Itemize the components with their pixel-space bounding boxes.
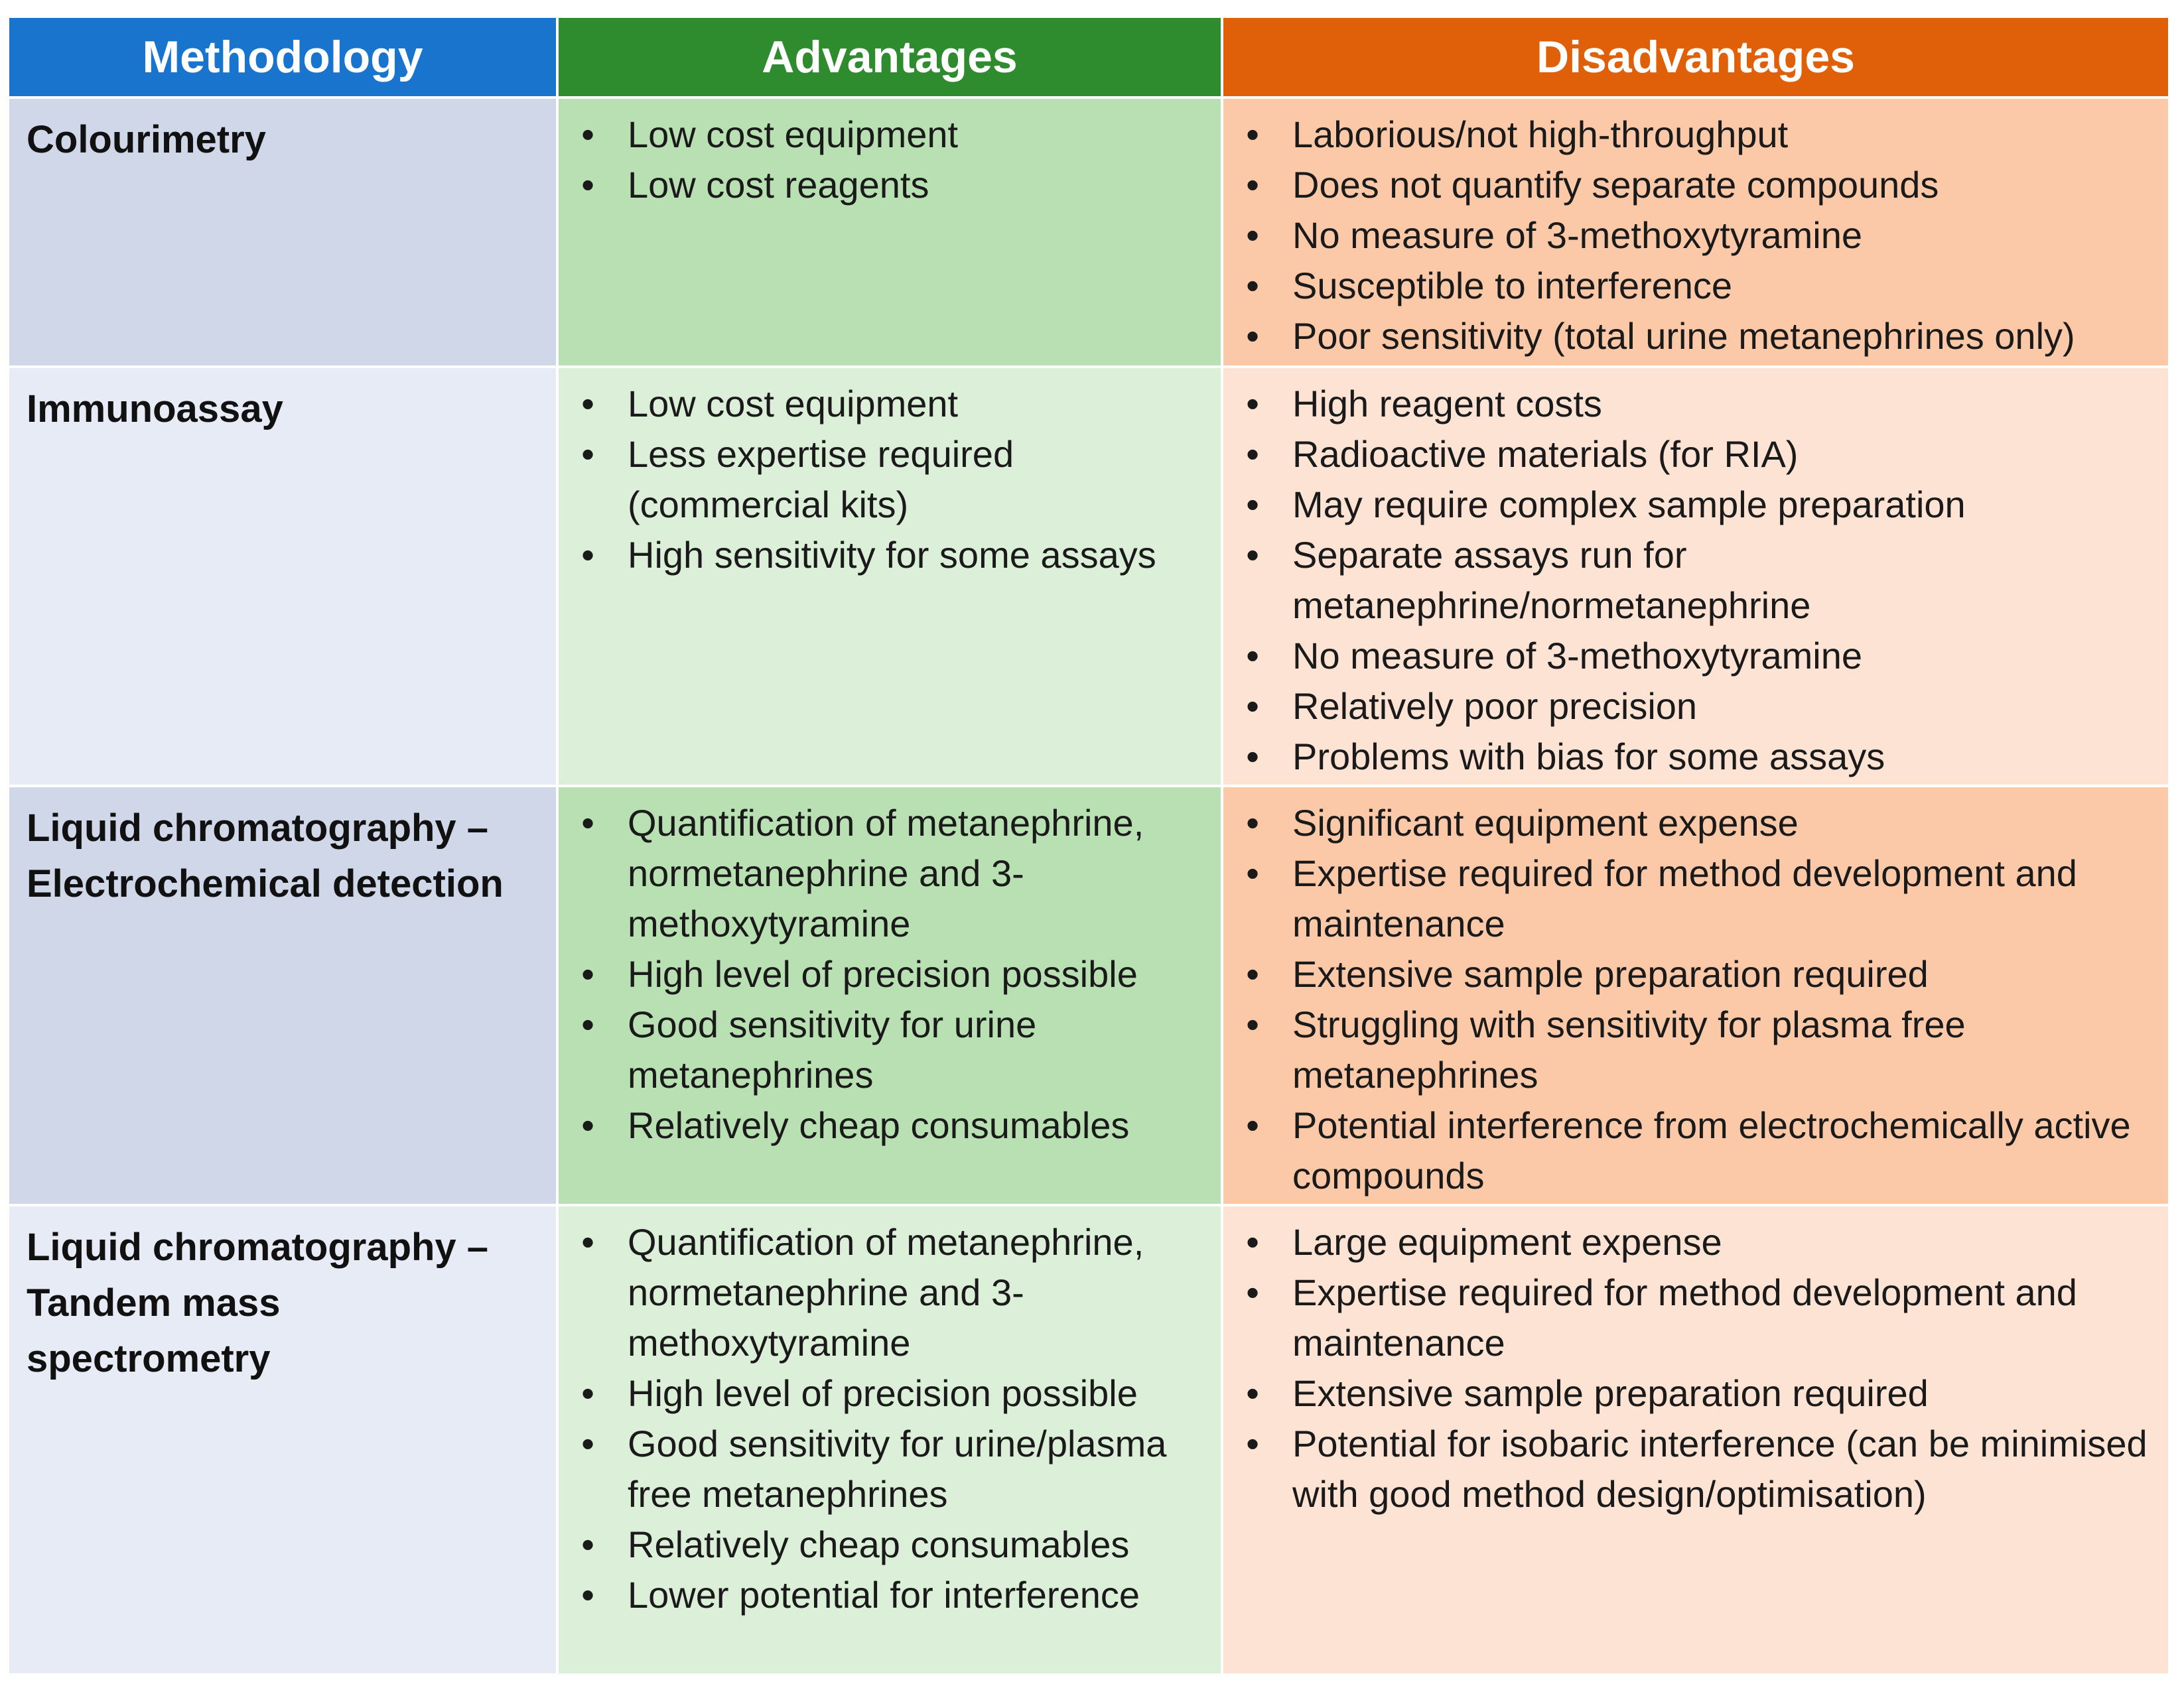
advantage-item (559, 1000, 1221, 1100)
advantage-item (559, 160, 1221, 210)
disadvantages-cell (1223, 368, 2171, 787)
item-text: High reagent costs (1292, 383, 1602, 424)
bullet-icon: • (581, 113, 594, 155)
bullet-icon: • (1246, 383, 1259, 424)
item-text: Quantification of metanephrine, normetanephrine and 3-methoxytyramine (628, 1221, 1144, 1364)
disadvantage-item (1223, 1419, 2168, 1520)
bullet-icon: • (1246, 433, 1259, 475)
disadvantage-item (1223, 1217, 2168, 1267)
item-text: Relatively cheap consumables (628, 1104, 1130, 1146)
method-name-line: Liquid chromatography – (27, 807, 489, 850)
item-text: No measure of 3-methoxytyramine (1292, 635, 1863, 677)
item-text: Problems with bias for some assays (1292, 736, 1885, 777)
item-text: Potential interference from electrochemically active compounds (1292, 1104, 2131, 1197)
item-text: Large equipment expense (1292, 1221, 1722, 1263)
advantage-item (559, 949, 1221, 1000)
bullet-icon: • (1246, 852, 1259, 894)
bullet-icon: • (1246, 534, 1259, 576)
bullet-icon: • (1246, 164, 1259, 206)
bullet-icon: • (1246, 1104, 1259, 1146)
disadvantage-item (1223, 480, 2168, 530)
advantage-item (559, 429, 1221, 530)
bullet-icon: • (1246, 265, 1259, 306)
advantage-item (559, 798, 1221, 949)
disadvantages-list (1223, 99, 2168, 361)
item-text: Extensive sample preparation required (1292, 1372, 1929, 1414)
disadvantage-item (1223, 379, 2168, 429)
disadvantage-item (1223, 109, 2168, 160)
advantage-item (559, 1570, 1221, 1620)
item-text: Less expertise required (commercial kits) (628, 433, 1014, 525)
bullet-icon: • (581, 1524, 594, 1565)
bullet-icon: • (1246, 484, 1259, 525)
item-text: Relatively cheap consumables (628, 1524, 1130, 1565)
item-text: Laborious/not high-throughput (1292, 113, 1789, 155)
disadvantage-item (1223, 1100, 2168, 1201)
bullet-icon: • (1246, 1004, 1259, 1045)
method-cell (9, 787, 559, 1206)
method-name-line: Liquid chromatography – (27, 1226, 489, 1269)
bullet-icon: • (581, 953, 594, 995)
bullet-icon: • (581, 1423, 594, 1464)
disadvantage-item (1223, 210, 2168, 261)
advantages-list (559, 1206, 1221, 1620)
advantage-item (559, 1100, 1221, 1151)
item-text: Radioactive materials (for RIA) (1292, 433, 1799, 475)
advantage-item (559, 530, 1221, 580)
disadvantage-item (1223, 311, 2168, 361)
disadvantages-list (1223, 1206, 2168, 1520)
method-cell (9, 1206, 559, 1676)
bullet-icon: • (581, 1372, 594, 1414)
item-text: Lower potential for interference (628, 1574, 1140, 1616)
item-text: High level of precision possible (628, 1372, 1138, 1414)
bullet-icon: • (581, 1221, 594, 1263)
header-advantages: Advantages (559, 18, 1223, 99)
bullet-icon: • (581, 383, 594, 424)
bullet-icon: • (1246, 685, 1259, 727)
advantage-item (559, 379, 1221, 429)
method-name-line: Immunoassay (27, 387, 283, 430)
bullet-icon: • (581, 802, 594, 844)
item-text: Quantification of metanephrine, normetanephrine and 3-methoxytyramine (628, 802, 1144, 944)
disadvantage-item (1223, 1368, 2168, 1419)
item-text: Potential for isobaric interference (can be minimised with good method design/optimisation) (1292, 1423, 2148, 1515)
bullet-icon: • (1246, 635, 1259, 677)
bullet-icon: • (581, 1104, 594, 1146)
item-text: Expertise required for method development and maintenance (1292, 1271, 2077, 1364)
bullet-icon: • (581, 534, 594, 576)
bullet-icon: • (1246, 1372, 1259, 1414)
advantages-list (559, 368, 1221, 580)
disadvantage-item (1223, 848, 2168, 949)
item-text: May require complex sample preparation (1292, 484, 1966, 525)
bullet-icon: • (1246, 214, 1259, 256)
item-text: Does not quantify separate compounds (1292, 164, 1939, 206)
advantages-list (559, 787, 1221, 1151)
advantages-cell (559, 99, 1223, 368)
item-text: Good sensitivity for urine metanephrines (628, 1004, 1037, 1096)
method-name-line: Colourimetry (27, 118, 266, 161)
bullet-icon: • (581, 1574, 594, 1616)
advantages-cell (559, 787, 1223, 1206)
bullet-icon: • (1246, 1221, 1259, 1263)
comparison-table (9, 18, 2171, 1676)
bullet-icon: • (1246, 1423, 1259, 1464)
advantage-item (559, 1520, 1221, 1570)
bullet-icon: • (581, 164, 594, 206)
item-text: No measure of 3-methoxytyramine (1292, 214, 1863, 256)
method-cell (9, 99, 559, 368)
advantages-cell (559, 368, 1223, 787)
item-text: Relatively poor precision (1292, 685, 1698, 727)
method-name-line: Tandem mass (27, 1281, 281, 1325)
item-text: Low cost equipment (628, 113, 959, 155)
item-text: Expertise required for method development and maintenance (1292, 852, 2077, 944)
bullet-icon: • (581, 433, 594, 475)
item-text: Extensive sample preparation required (1292, 953, 1929, 995)
bullet-icon: • (1246, 113, 1259, 155)
bullet-icon: • (1246, 1271, 1259, 1313)
disadvantage-item (1223, 681, 2168, 732)
bullet-icon: • (1246, 953, 1259, 995)
bullet-icon: • (1246, 315, 1259, 357)
disadvantages-list (1223, 787, 2168, 1201)
item-text: Separate assays run for metanephrine/normetanephrine (1292, 534, 1811, 626)
item-text: Significant equipment expense (1292, 802, 1799, 844)
bullet-icon: • (1246, 802, 1259, 844)
disadvantages-cell (1223, 787, 2171, 1206)
disadvantage-item (1223, 429, 2168, 480)
advantage-item (559, 1217, 1221, 1368)
disadvantages-list (1223, 368, 2168, 782)
disadvantage-item (1223, 949, 2168, 1000)
bullet-icon: • (1246, 736, 1259, 777)
advantages-cell (559, 1206, 1223, 1676)
disadvantage-item (1223, 160, 2168, 210)
method-name-line: Electrochemical detection (27, 862, 504, 905)
advantages-list (559, 99, 1221, 210)
item-text: Low cost equipment (628, 383, 959, 424)
disadvantage-item (1223, 530, 2168, 631)
disadvantage-item (1223, 732, 2168, 782)
item-text: Good sensitivity for urine/plasma free metanephrines (628, 1423, 1167, 1515)
header-methodology: Methodology (9, 18, 559, 99)
disadvantage-item (1223, 1267, 2168, 1368)
advantage-item (559, 109, 1221, 160)
item-text: Poor sensitivity (total urine metanephrines only) (1292, 315, 2075, 357)
advantage-item (559, 1368, 1221, 1419)
item-text: High sensitivity for some assays (628, 534, 1156, 576)
item-text: High level of precision possible (628, 953, 1138, 995)
advantage-item (559, 1419, 1221, 1520)
method-name-line: spectrometry (27, 1337, 271, 1380)
disadvantage-item (1223, 798, 2168, 848)
disadvantages-cell (1223, 99, 2171, 368)
disadvantages-cell (1223, 1206, 2171, 1676)
disadvantage-item (1223, 261, 2168, 311)
item-text: Susceptible to interference (1292, 265, 1733, 306)
item-text: Low cost reagents (628, 164, 929, 206)
item-text: Struggling with sensitivity for plasma free metanephrines (1292, 1004, 1966, 1096)
header-disadvantages: Disadvantages (1223, 18, 2171, 99)
method-cell (9, 368, 559, 787)
disadvantage-item (1223, 1000, 2168, 1100)
disadvantage-item (1223, 631, 2168, 681)
bullet-icon: • (581, 1004, 594, 1045)
